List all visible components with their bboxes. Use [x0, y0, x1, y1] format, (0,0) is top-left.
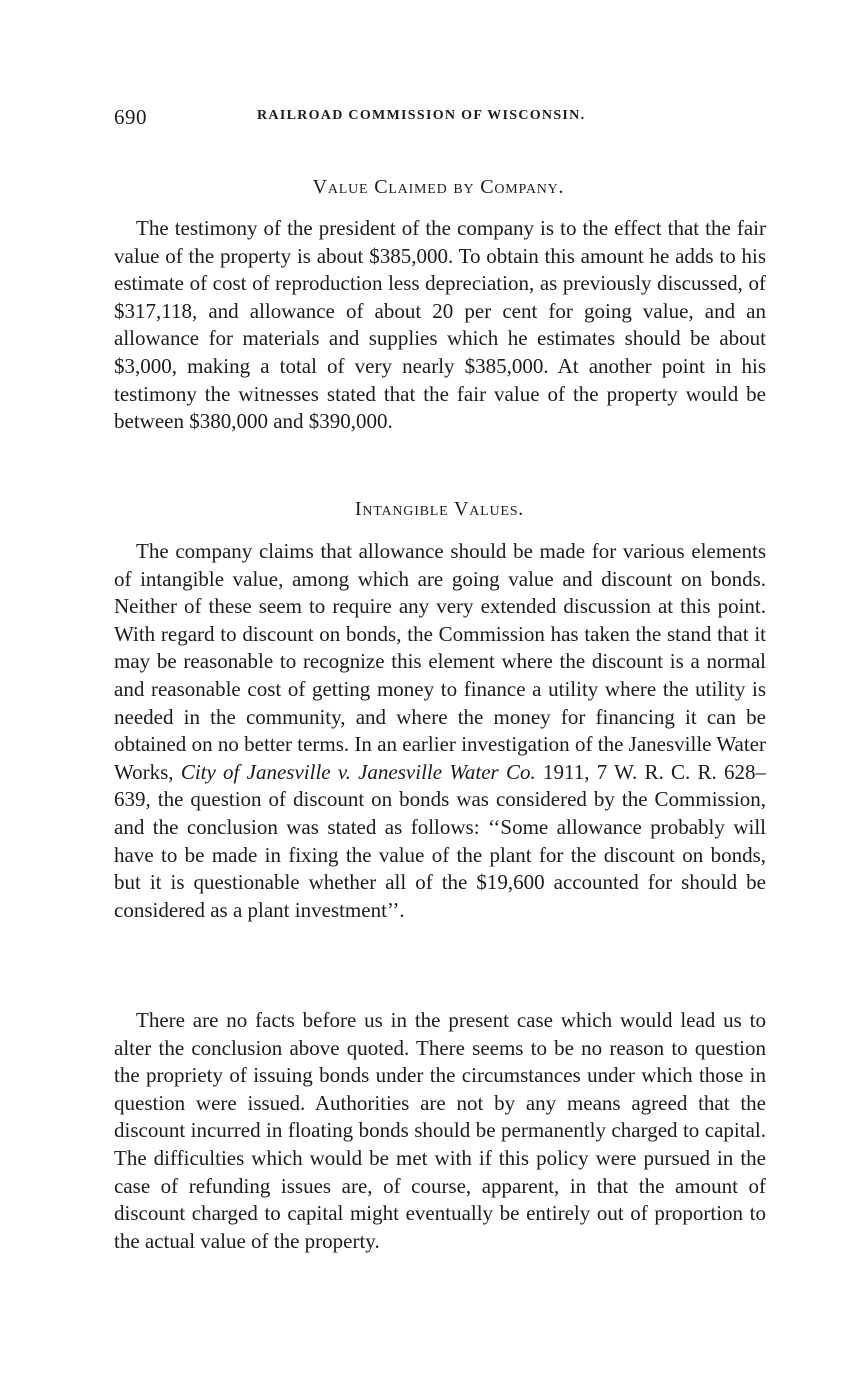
case-citation: City of Janesville v. Janesville Water Co. — [180, 759, 536, 784]
section-heading-value-claimed: Value Claimed by Company. — [312, 176, 565, 198]
paragraph — [114, 538, 766, 924]
paragraph-text: The company claims that allowance should be made for various elements of intangible value, among which are going value and discount on bonds. Neither of these seem to require any very extended discussion at this point. With regard to discount on bonds, the Commission has taken the stand that it may be reasonable to recognize this element where the discount is a normal and reasonable cost of getting money to finance a utility where the utility is needed in the community, and where the money for financing it can be obtained on no better terms. In an earlier investigation of the Janesville Water Works, — [114, 539, 766, 784]
section-intangible-values-body-continued — [114, 1007, 766, 1255]
paragraph-text: 1911, 7 W. R. C. R. 628–639, the question of discount on bonds was considered by the Commission, and the conclusion was stated as follows: ‘‘Some allowance probably will have to be made in fixing the value of the plant for the discount on bonds, but it is questionable whether all of the $19,600 accounted for should be considered as a plant investment’’. — [114, 759, 766, 922]
section-value-claimed-body — [114, 215, 766, 436]
section-heading-intangible-values: Intangible Values. — [354, 498, 525, 520]
paragraph: The testimony of the president of the company is to the effect that the fair value of the property is about $385,000. To obtain this amount he adds to his estimate of cost of reproduction less depreciation, as previously discussed, of $317,118, and allowance of about 20 per cent for going value, and an allowance for materials and supplies which he estimates should be about $3,000, making a total of very nearly $385,000. At another point in his testimony the witnesses stated that the fair value of the property would be between $380,000 and $390,000. — [114, 216, 766, 434]
section-intangible-values-body — [114, 538, 766, 924]
running-title: RAILROAD COMMISSION OF WISCONSIN. — [257, 108, 586, 123]
running-header — [114, 105, 766, 131]
page-number: 690 — [114, 105, 147, 129]
paragraph: There are no facts before us in the present case which would lead us to alter the conclusion above quoted. There seems to be no reason to question the propriety of issuing bonds under the circumstances under which those in question were issued. Authorities are not by any means agreed that the discount incurred in floating bonds should be permanently charged to capital. The difficulties which would be met with if this policy were pursued in the case of refunding issues are, of course, apparent, in that the amount of discount charged to capital might eventually be entirely out of proportion to the actual value of the property. — [114, 1008, 766, 1253]
